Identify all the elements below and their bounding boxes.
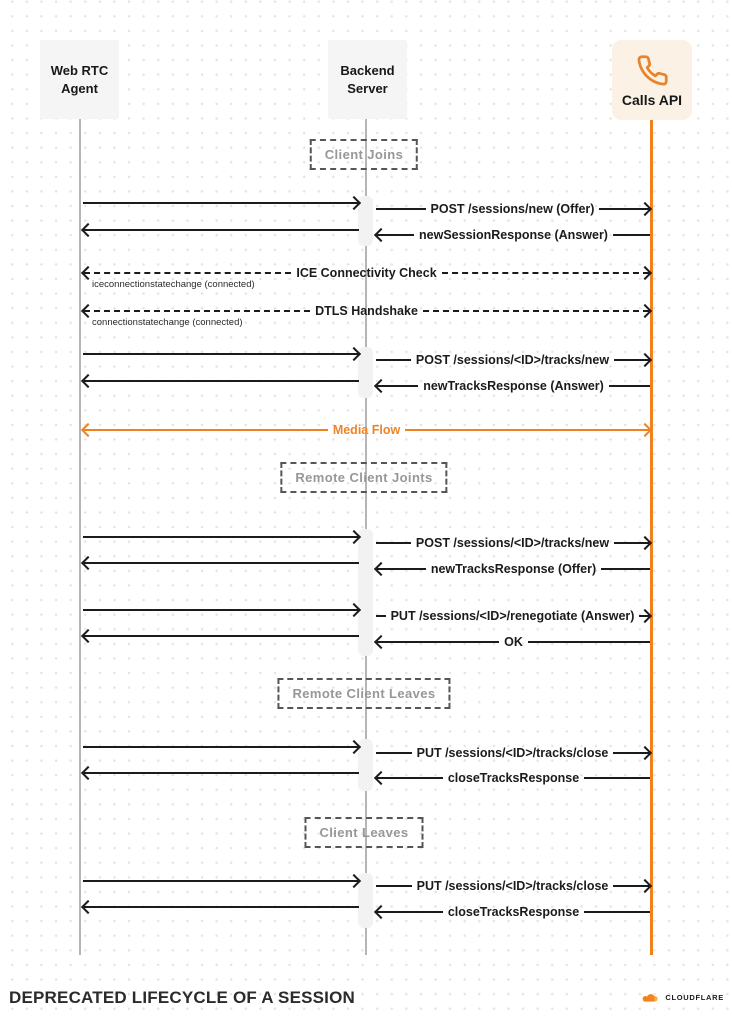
message-arrow xyxy=(376,561,650,577)
arrow-line xyxy=(376,359,411,361)
arrowhead-right-icon xyxy=(347,603,361,617)
arrowhead-left-icon xyxy=(81,223,95,237)
message-note: connectionstatechange (connected) xyxy=(92,317,243,328)
arrow-line xyxy=(601,568,650,570)
arrow-line xyxy=(376,885,412,887)
message-label: PUT /sessions/<ID>/tracks/close xyxy=(416,879,609,893)
message-arrow xyxy=(376,352,650,368)
arrowhead-left-icon xyxy=(374,771,388,785)
arrow-line xyxy=(84,906,359,908)
actor-webrtc-agent xyxy=(40,40,119,119)
message-label: newTracksResponse (Offer) xyxy=(430,562,597,576)
arrowhead-left-icon xyxy=(81,556,95,570)
arrowhead-right-icon xyxy=(347,196,361,210)
arrow-line xyxy=(84,772,359,774)
arrow-line xyxy=(613,234,650,236)
message-label: POST /sessions/<ID>/tracks/new xyxy=(415,536,610,550)
message-arrow xyxy=(376,634,650,650)
arrow-line xyxy=(84,380,359,382)
arrowhead-right-icon xyxy=(638,304,652,318)
arrow-line xyxy=(84,429,328,431)
actor-label: Backend Server xyxy=(340,62,395,96)
arrow-line xyxy=(405,429,649,431)
cloudflare-cloud-icon xyxy=(637,991,662,1004)
message-label: closeTracksResponse xyxy=(447,771,580,785)
arrowhead-left-icon xyxy=(81,766,95,780)
brand-label: CLOUDFLARE xyxy=(665,993,724,1002)
phone-icon xyxy=(636,54,669,87)
arrow-line xyxy=(528,641,650,643)
message-arrow xyxy=(376,227,650,243)
actor-label: Calls API xyxy=(621,92,683,109)
arrowhead-right-icon xyxy=(347,347,361,361)
message-arrow xyxy=(83,529,359,545)
arrowhead-left-icon xyxy=(81,304,95,318)
arrow-line xyxy=(376,208,426,210)
arrowhead-left-icon xyxy=(81,423,95,437)
arrowhead-right-icon xyxy=(638,609,652,623)
section-remote-client-joins: Remote Client Joints xyxy=(280,462,447,493)
activation-bar xyxy=(358,529,373,656)
arrowhead-left-icon xyxy=(374,379,388,393)
arrowhead-left-icon xyxy=(81,629,95,643)
message-label: newSessionResponse (Answer) xyxy=(419,228,608,242)
arrow-line xyxy=(83,202,358,204)
lifeline-calls-api xyxy=(650,119,653,955)
message-label: newTracksResponse (Answer) xyxy=(423,379,604,393)
arrow-line xyxy=(584,911,650,913)
message-arrow xyxy=(83,346,359,362)
arrowhead-left-icon xyxy=(81,266,95,280)
message-arrow xyxy=(83,602,359,618)
arrowhead-right-icon xyxy=(638,879,652,893)
actor-calls-api xyxy=(612,40,692,120)
arrow-line xyxy=(376,615,386,617)
cloudflare-brand xyxy=(637,991,724,1004)
message-arrow xyxy=(376,904,650,920)
message-arrow xyxy=(83,765,359,781)
section-remote-client-leaves: Remote Client Leaves xyxy=(277,678,450,709)
message-label: PUT /sessions/<ID>/renegotiate (Answer) xyxy=(390,609,635,623)
arrow-line xyxy=(84,635,359,637)
message-label: POST /sessions/<ID>/tracks/new xyxy=(415,353,610,367)
arrowhead-right-icon xyxy=(638,423,652,437)
message-arrow xyxy=(83,222,359,238)
arrow-line xyxy=(84,310,310,312)
arrowhead-left-icon xyxy=(374,228,388,242)
arrow-line xyxy=(84,562,359,564)
arrowhead-left-icon xyxy=(81,900,95,914)
media-flow-arrow xyxy=(83,422,650,438)
message-arrow xyxy=(83,899,359,915)
message-arrow xyxy=(376,745,650,761)
arrowhead-right-icon xyxy=(347,740,361,754)
lifeline-webrtc-agent xyxy=(79,119,81,955)
arrowhead-right-icon xyxy=(638,536,652,550)
arrow-line xyxy=(442,272,649,274)
arrow-line xyxy=(423,310,649,312)
message-arrow xyxy=(376,770,650,786)
message-arrow xyxy=(376,535,650,551)
message-arrow xyxy=(83,195,359,211)
message-arrow xyxy=(83,873,359,889)
arrow-line xyxy=(377,641,499,643)
arrowhead-right-icon xyxy=(347,530,361,544)
message-label: ICE Connectivity Check xyxy=(296,266,437,280)
message-arrow xyxy=(376,608,650,624)
arrowhead-right-icon xyxy=(347,874,361,888)
arrow-line xyxy=(83,353,358,355)
message-arrow xyxy=(376,378,650,394)
message-label: closeTracksResponse xyxy=(447,905,580,919)
message-label: PUT /sessions/<ID>/tracks/close xyxy=(416,746,609,760)
arrowhead-right-icon xyxy=(638,746,652,760)
arrow-line xyxy=(83,536,358,538)
arrow-line xyxy=(84,229,359,231)
message-label: Media Flow xyxy=(332,423,401,437)
arrow-line xyxy=(609,385,650,387)
arrow-line xyxy=(584,777,650,779)
arrowhead-right-icon xyxy=(638,266,652,280)
arrowhead-left-icon xyxy=(374,905,388,919)
message-arrow xyxy=(83,739,359,755)
message-arrow xyxy=(83,373,359,389)
message-note: iceconnectionstatechange (connected) xyxy=(92,279,255,290)
arrowhead-right-icon xyxy=(638,353,652,367)
arrow-line xyxy=(84,272,291,274)
message-arrow xyxy=(83,628,359,644)
message-label: DTLS Handshake xyxy=(315,304,418,318)
page-title: DEPRECATED LIFECYCLE OF A SESSION xyxy=(9,988,356,1007)
arrow-line xyxy=(83,880,358,882)
arrow-line xyxy=(376,542,411,544)
actor-backend-server xyxy=(328,40,407,119)
arrowhead-left-icon xyxy=(374,562,388,576)
message-arrow xyxy=(83,555,359,571)
message-label: OK xyxy=(504,635,523,649)
arrowhead-left-icon xyxy=(374,635,388,649)
arrow-line xyxy=(376,752,412,754)
arrow-line xyxy=(83,746,358,748)
message-arrow xyxy=(376,201,650,217)
section-client-leaves: Client Leaves xyxy=(304,817,423,848)
arrowhead-left-icon xyxy=(81,374,95,388)
section-client-joins: Client Joins xyxy=(310,139,418,170)
arrow-line xyxy=(83,609,358,611)
message-label: POST /sessions/new (Offer) xyxy=(430,202,595,216)
arrowhead-right-icon xyxy=(638,202,652,216)
actor-label: Web RTC Agent xyxy=(50,62,109,96)
message-arrow xyxy=(376,878,650,894)
